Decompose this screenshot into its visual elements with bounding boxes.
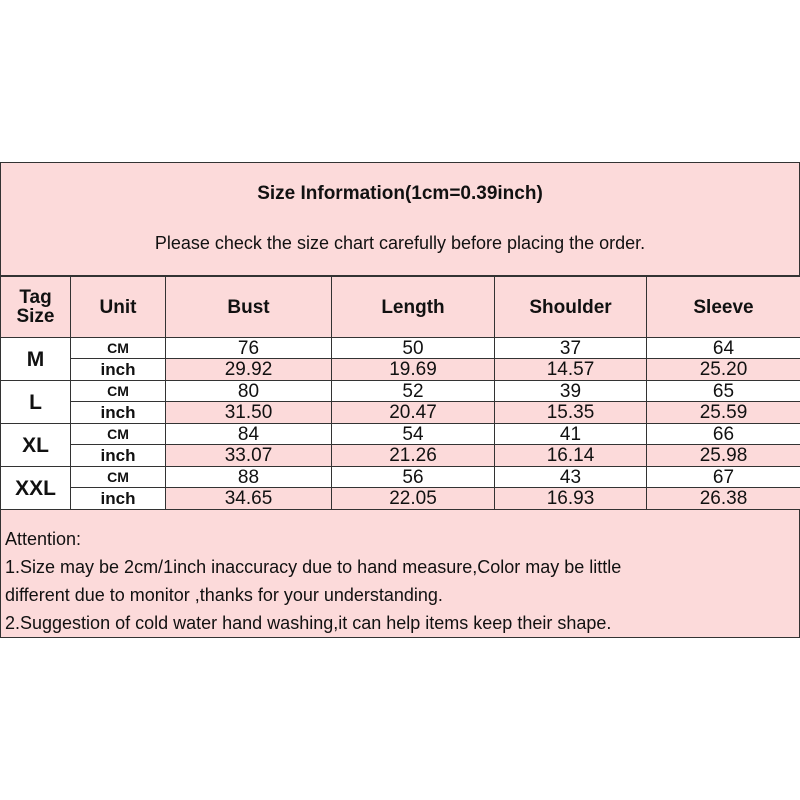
attention-heading: Attention: <box>5 529 82 549</box>
bust-value: 29.92 <box>166 359 332 381</box>
shoulder-value: 14.57 <box>495 359 647 381</box>
sleeve-value: 66 <box>647 424 800 445</box>
bust-value: 34.65 <box>166 488 332 510</box>
length-value: 19.69 <box>332 359 495 381</box>
column-header-shoulder: Shoulder <box>495 277 647 338</box>
unit-label: CM <box>71 424 166 445</box>
unit-label: inch <box>71 402 166 424</box>
tag-label-line2: Size <box>16 306 55 327</box>
unit-label: CM <box>71 338 166 359</box>
shoulder-value: 37 <box>495 338 647 359</box>
shoulder-value: 39 <box>495 381 647 402</box>
attention-line-1: 1.Size may be 2cm/1inch inaccuracy due to hand measure,Color may be little <box>5 557 622 577</box>
sleeve-value: 25.98 <box>647 445 800 467</box>
column-header-tag-size <box>1 277 71 338</box>
bust-value: 80 <box>166 381 332 402</box>
sleeve-value: 67 <box>647 467 800 488</box>
size-label: XL <box>1 424 71 467</box>
unit-label: CM <box>71 381 166 402</box>
size-table <box>0 276 800 510</box>
shoulder-value: 15.35 <box>495 402 647 424</box>
shoulder-value: 43 <box>495 467 647 488</box>
table-row <box>1 359 800 381</box>
table-row <box>1 424 800 445</box>
bust-value: 33.07 <box>166 445 332 467</box>
sleeve-value: 25.59 <box>647 402 800 424</box>
size-label: M <box>1 338 71 381</box>
column-header-bust: Bust <box>166 277 332 338</box>
size-label: XXL <box>1 467 71 510</box>
length-value: 56 <box>332 467 495 488</box>
bust-value: 76 <box>166 338 332 359</box>
shoulder-value: 16.93 <box>495 488 647 510</box>
bust-value: 84 <box>166 424 332 445</box>
sleeve-value: 65 <box>647 381 800 402</box>
length-value: 50 <box>332 338 495 359</box>
table-row <box>1 445 800 467</box>
attention-line-2: different due to monitor ,thanks for your understanding. <box>5 585 443 605</box>
column-header-sleeve: Sleeve <box>647 277 800 338</box>
tag-label-line1: Tag <box>19 287 52 308</box>
unit-label: inch <box>71 445 166 467</box>
bust-value: 31.50 <box>166 402 332 424</box>
size-chart-header <box>0 162 800 276</box>
attention-notes <box>0 510 800 638</box>
shoulder-value: 16.14 <box>495 445 647 467</box>
chart-subtitle: Please check the size chart carefully before placing the order. <box>154 233 646 253</box>
unit-label: inch <box>71 488 166 510</box>
sleeve-value: 26.38 <box>647 488 800 510</box>
length-value: 21.26 <box>332 445 495 467</box>
table-row <box>1 467 800 488</box>
bust-value: 88 <box>166 467 332 488</box>
sleeve-value: 64 <box>647 338 800 359</box>
table-row <box>1 402 800 424</box>
attention-line-3: 2.Suggestion of cold water hand washing,it can help items keep their shape. <box>5 613 612 633</box>
column-header-unit: Unit <box>71 277 166 338</box>
size-label: L <box>1 381 71 424</box>
chart-title: Size Information(1cm=0.39inch) <box>257 183 543 204</box>
sleeve-value: 25.20 <box>647 359 800 381</box>
table-header-row <box>1 277 800 338</box>
unit-label: inch <box>71 359 166 381</box>
length-value: 54 <box>332 424 495 445</box>
table-row <box>1 488 800 510</box>
length-value: 20.47 <box>332 402 495 424</box>
table-row <box>1 338 800 359</box>
column-header-length: Length <box>332 277 495 338</box>
shoulder-value: 41 <box>495 424 647 445</box>
length-value: 52 <box>332 381 495 402</box>
unit-label: CM <box>71 467 166 488</box>
table-row <box>1 381 800 402</box>
size-chart <box>0 162 800 638</box>
length-value: 22.05 <box>332 488 495 510</box>
